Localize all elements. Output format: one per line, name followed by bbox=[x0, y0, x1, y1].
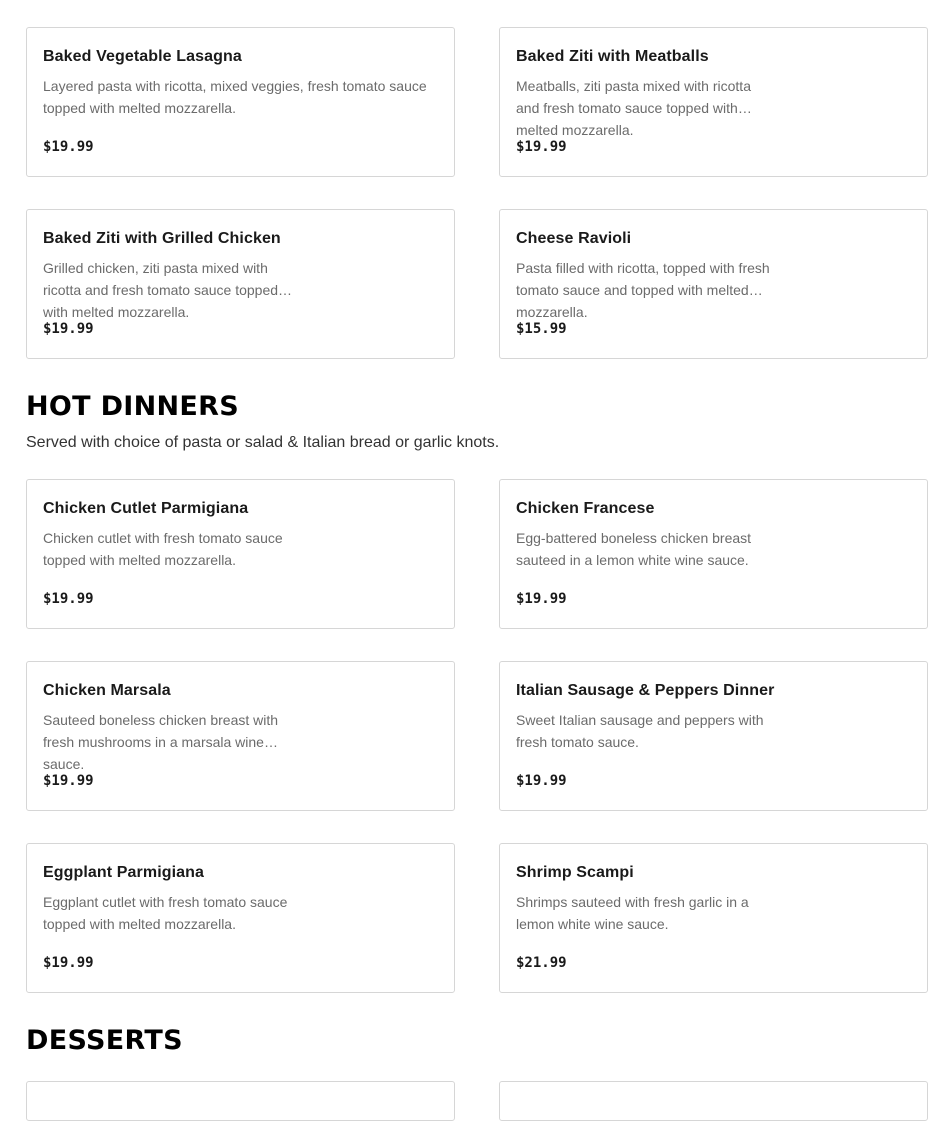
item-price: $19.99 bbox=[43, 321, 94, 337]
item-name: Cheese Ravioli bbox=[516, 230, 632, 247]
item-price: $19.99 bbox=[43, 773, 94, 789]
menu-item-card[interactable] bbox=[26, 27, 455, 177]
item-description: Shrimps sauteed with fresh garlic in a lemon white wine sauce. bbox=[516, 894, 749, 932]
item-description: Sweet Italian sausage and peppers with fresh tomato sauce. bbox=[516, 712, 764, 750]
item-price: $19.99 bbox=[516, 591, 567, 607]
item-name: Italian Sausage & Peppers Dinner bbox=[516, 682, 775, 699]
item-description: Layered pasta with ricotta, mixed veggies, fresh tomato sauce topped with melted mozzarella. bbox=[43, 78, 427, 116]
item-description: Egg-battered boneless chicken breast sauteed in a lemon white wine sauce. bbox=[516, 530, 752, 568]
item-price: $21.99 bbox=[516, 955, 567, 971]
menu-item-card[interactable] bbox=[26, 1081, 455, 1121]
item-description: Chicken cutlet with fresh tomato sauce topped with melted mozzarella. bbox=[43, 530, 283, 568]
item-description: Pasta filled with ricotta, topped with fresh tomato sauce and topped with melted mozzarella. bbox=[516, 260, 770, 320]
item-price: $19.99 bbox=[516, 773, 567, 789]
item-description: Grilled chicken, ziti pasta mixed with ricotta and fresh tomato sauce topped with melted mozzarella. bbox=[43, 260, 279, 320]
section-title-hot-dinners: HOT DINNERS bbox=[26, 391, 239, 422]
item-description: Sauteed boneless chicken breast with fresh mushrooms in a marsala wine sauce. bbox=[43, 712, 279, 772]
item-name: Chicken Cutlet Parmigiana bbox=[43, 500, 249, 517]
menu-item-card[interactable] bbox=[499, 661, 928, 811]
item-price: $15.99 bbox=[516, 321, 567, 337]
hot-dinners-grid bbox=[26, 479, 928, 993]
item-price: $19.99 bbox=[43, 955, 94, 971]
item-name: Chicken Marsala bbox=[43, 682, 171, 699]
menu-item-card[interactable] bbox=[26, 843, 455, 993]
item-price: $19.99 bbox=[516, 139, 567, 155]
menu-item-card[interactable] bbox=[499, 843, 928, 993]
item-price: $19.99 bbox=[43, 139, 94, 155]
menu-item-card[interactable] bbox=[499, 209, 928, 359]
item-name: Baked Ziti with Grilled Chicken bbox=[43, 230, 281, 247]
item-name: Baked Vegetable Lasagna bbox=[43, 48, 242, 65]
item-description: Eggplant cutlet with fresh tomato sauce topped with melted mozzarella. bbox=[43, 894, 288, 932]
item-name: Eggplant Parmigiana bbox=[43, 864, 205, 881]
menu-item-card[interactable] bbox=[26, 479, 455, 629]
menu-item-card[interactable] bbox=[26, 661, 455, 811]
menu-item-card[interactable] bbox=[499, 27, 928, 177]
item-name: Baked Ziti with Meatballs bbox=[516, 48, 709, 65]
item-price: $19.99 bbox=[43, 591, 94, 607]
item-name: Chicken Francese bbox=[516, 500, 655, 517]
menu-item-card[interactable] bbox=[26, 209, 455, 359]
item-name: Shrimp Scampi bbox=[516, 864, 634, 881]
menu-item-card[interactable] bbox=[499, 479, 928, 629]
section-subtitle-hot-dinners: Served with choice of pasta or salad & Italian bread or garlic knots. bbox=[26, 434, 500, 451]
pasta-items-grid bbox=[26, 27, 928, 359]
section-title-desserts: DESSERTS bbox=[26, 1025, 183, 1056]
menu-item-card[interactable] bbox=[499, 1081, 928, 1121]
item-description: Meatballs, ziti pasta mixed with ricotta and fresh tomato sauce topped with melted mozzarella. bbox=[516, 78, 751, 138]
